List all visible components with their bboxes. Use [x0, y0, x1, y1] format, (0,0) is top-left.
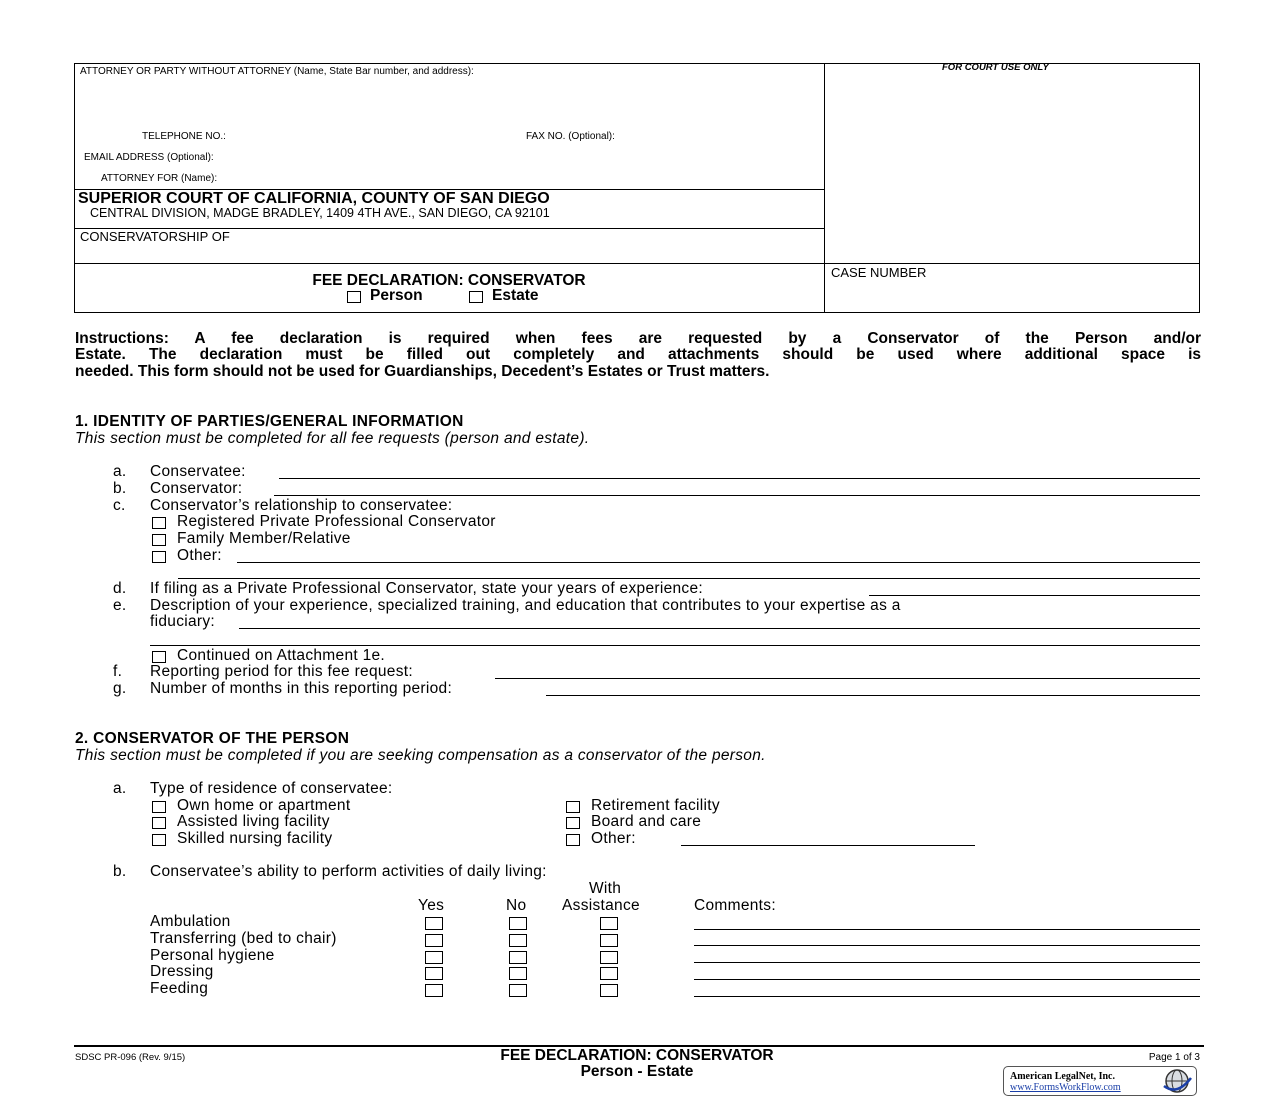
activity-transferring: Transferring (bed to chair): [150, 930, 337, 947]
item-1g-num: g.: [113, 680, 127, 697]
relationship-label: Conservator’s relationship to conservatee:: [150, 497, 453, 514]
item-1d-num: d.: [113, 580, 127, 597]
board-care-label: Board and care: [591, 813, 702, 830]
residence-type-label: Type of residence of conservatee:: [150, 780, 393, 797]
experience-years-label: If filing as a Private Professional Conservator, state your years of experience:: [150, 580, 703, 597]
conservator-label: Conservator:: [150, 480, 243, 497]
skilled-nursing-label: Skilled nursing facility: [177, 830, 333, 847]
instructions-line2: Estate. The declaration must be filled out completely and attachments should be used where additional space is: [75, 346, 1201, 363]
instructions-line1: Instructions: A fee declaration is required when fees are requested by a Conservator of the Person and/or: [75, 330, 1201, 347]
caption-rule-title: [74, 263, 1200, 264]
col-assistance-header: Assistance: [562, 897, 640, 914]
residence-other-label: Other:: [591, 830, 636, 847]
col-no-header: No: [506, 897, 527, 914]
telephone-label: TELEPHONE NO.:: [142, 131, 226, 142]
activity-feeding: Feeding: [150, 980, 209, 997]
attachment-1e-label: Continued on Attachment 1e.: [177, 647, 386, 664]
reporting-period-input[interactable]: [495, 678, 1200, 679]
own-home-checkbox[interactable]: [152, 801, 166, 813]
page-number: Page 1 of 3: [1148, 1052, 1200, 1063]
board-care-checkbox[interactable]: [566, 817, 580, 829]
person-option-label: Person: [370, 287, 423, 304]
item-1e-num: e.: [113, 597, 127, 614]
conservatorship-label: CONSERVATORSHIP OF: [80, 229, 230, 244]
col-comments-header: Comments:: [694, 897, 776, 914]
ambulation-no-checkbox[interactable]: [509, 917, 527, 930]
dressing-assist-checkbox[interactable]: [600, 967, 618, 980]
dressing-no-checkbox[interactable]: [509, 967, 527, 980]
section1-subtitle: This section must be completed for all fee requests (person and estate).: [75, 430, 590, 447]
feeding-no-checkbox[interactable]: [509, 984, 527, 997]
relationship-other-label: Other:: [177, 547, 222, 564]
transferring-yes-checkbox[interactable]: [425, 934, 443, 947]
transferring-comments-input[interactable]: [694, 945, 1200, 946]
professional-conservator-checkbox[interactable]: [152, 517, 166, 529]
item-2b-num: b.: [113, 863, 127, 880]
experience-years-input[interactable]: [869, 595, 1200, 596]
brand-badge[interactable]: [1003, 1066, 1197, 1096]
family-member-checkbox[interactable]: [152, 534, 166, 546]
dressing-yes-checkbox[interactable]: [425, 967, 443, 980]
court-name: SUPERIOR COURT OF CALIFORNIA, COUNTY OF SAN DIEGO: [78, 190, 550, 207]
footer-subtitle: Person - Estate: [580, 1063, 694, 1080]
court-address: CENTRAL DIVISION, MADGE BRADLEY, 1409 4TH AVE., SAN DIEGO, CA 92101: [90, 206, 550, 220]
conservatee-label: Conservatee:: [150, 463, 246, 480]
caption-divider: [824, 63, 825, 313]
assisted-living-label: Assisted living facility: [177, 813, 330, 830]
dressing-comments-input[interactable]: [694, 979, 1200, 980]
months-label: Number of months in this reporting period:: [150, 680, 453, 697]
item-1a-num: a.: [113, 463, 127, 480]
instructions-line3: needed. This form should not be used for Guardianships, Decedent’s Estates or Trust matters.: [75, 363, 770, 380]
months-input[interactable]: [546, 695, 1200, 696]
col-yes-header: Yes: [418, 897, 445, 914]
form-code: SDSC PR-096 (Rev. 9/15): [75, 1052, 186, 1063]
ambulation-yes-checkbox[interactable]: [425, 917, 443, 930]
hygiene-no-checkbox[interactable]: [509, 951, 527, 964]
relationship-other-input[interactable]: [237, 562, 1200, 563]
relationship-other-checkbox[interactable]: [152, 551, 166, 563]
family-member-label: Family Member/Relative: [177, 530, 351, 547]
section2-subtitle: This section must be completed if you are seeking compensation as a conservator of the person.: [75, 747, 766, 764]
activity-dressing: Dressing: [150, 963, 214, 980]
fax-label: FAX NO. (Optional):: [526, 131, 615, 142]
item-2a-num: a.: [113, 780, 127, 797]
hygiene-yes-checkbox[interactable]: [425, 951, 443, 964]
feeding-yes-checkbox[interactable]: [425, 984, 443, 997]
feeding-comments-input[interactable]: [694, 996, 1200, 997]
item-1c-num: c.: [113, 497, 126, 514]
case-number-label: CASE NUMBER: [831, 265, 927, 280]
own-home-label: Own home or apartment: [177, 797, 351, 814]
conservator-input[interactable]: [274, 495, 1200, 496]
form-title: FEE DECLARATION: CONSERVATOR: [312, 272, 586, 289]
assisted-living-checkbox[interactable]: [152, 817, 166, 829]
globe-icon: [1160, 1068, 1194, 1094]
item-1b-num: b.: [113, 480, 127, 497]
hygiene-comments-input[interactable]: [694, 962, 1200, 963]
ambulation-assist-checkbox[interactable]: [600, 917, 618, 930]
retirement-facility-checkbox[interactable]: [566, 801, 580, 813]
attorney-label: ATTORNEY OR PARTY WITHOUT ATTORNEY (Name, State Bar number, and address):: [80, 66, 474, 77]
court-use-label: FOR COURT USE ONLY: [942, 62, 1049, 73]
estate-checkbox[interactable]: [469, 291, 483, 303]
section2-title: 2. CONSERVATOR OF THE PERSON: [75, 730, 350, 747]
reporting-period-label: Reporting period for this fee request:: [150, 663, 413, 680]
brand-name: American LegalNet, Inc.: [1010, 1071, 1115, 1082]
relationship-other-input-2[interactable]: [178, 578, 1200, 579]
feeding-assist-checkbox[interactable]: [600, 984, 618, 997]
col-with-header: With: [589, 880, 622, 897]
transferring-no-checkbox[interactable]: [509, 934, 527, 947]
estate-option-label: Estate: [492, 287, 539, 304]
item-1f-num: f.: [113, 663, 123, 680]
brand-url[interactable]: www.FormsWorkFlow.com: [1010, 1082, 1121, 1093]
person-checkbox[interactable]: [347, 291, 361, 303]
hygiene-assist-checkbox[interactable]: [600, 951, 618, 964]
transferring-assist-checkbox[interactable]: [600, 934, 618, 947]
retirement-facility-label: Retirement facility: [591, 797, 720, 814]
professional-conservator-label: Registered Private Professional Conservator: [177, 513, 496, 530]
section1-title: 1. IDENTITY OF PARTIES/GENERAL INFORMATION: [75, 413, 464, 430]
email-label: EMAIL ADDRESS (Optional):: [84, 152, 214, 163]
activity-hygiene: Personal hygiene: [150, 947, 275, 964]
attorney-for-label: ATTORNEY FOR (Name):: [101, 173, 218, 184]
skilled-nursing-checkbox[interactable]: [152, 834, 166, 846]
residence-other-checkbox[interactable]: [566, 834, 580, 846]
expertise-label-line1: Description of your experience, specialized training, and education that contributes to your expertise as a: [150, 597, 901, 614]
attachment-1e-checkbox[interactable]: [152, 651, 166, 663]
daily-living-label: Conservatee’s ability to perform activities of daily living:: [150, 863, 547, 880]
ambulation-comments-input[interactable]: [694, 929, 1200, 930]
expertise-label-line2: fiduciary:: [150, 613, 216, 630]
expertise-input[interactable]: [239, 628, 1200, 629]
conservatee-input[interactable]: [279, 478, 1200, 479]
activity-ambulation: Ambulation: [150, 913, 231, 930]
residence-other-input[interactable]: [681, 845, 975, 846]
expertise-input-2[interactable]: [150, 645, 1200, 646]
footer-title: FEE DECLARATION: CONSERVATOR: [500, 1047, 774, 1064]
